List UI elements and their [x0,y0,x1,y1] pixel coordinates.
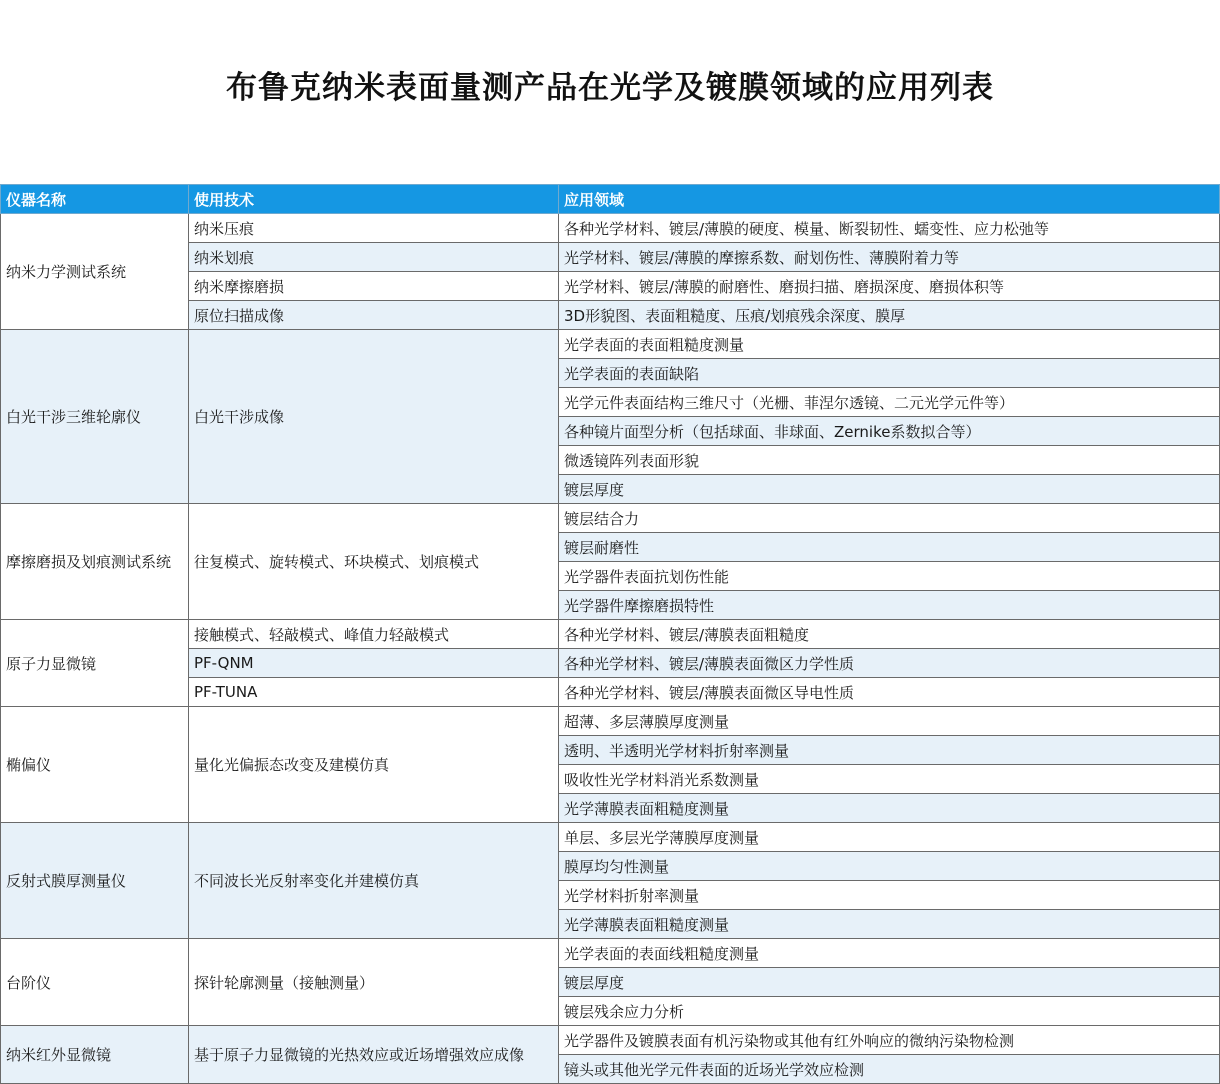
application-cell: 各种光学材料、镀层/薄膜表面粗糙度 [559,620,1220,649]
application-cell: 3D形貌图、表面粗糙度、压痕/划痕残余深度、膜厚 [559,301,1220,330]
application-cell: 光学元件表面结构三维尺寸（光栅、菲涅尔透镜、二元光学元件等） [559,388,1220,417]
application-cell: 光学表面的表面线粗糙度测量 [559,939,1220,968]
instrument-cell: 纳米红外显微镜 [1,1026,189,1084]
application-cell: 光学器件及镀膜表面有机污染物或其他有红外响应的微纳污染物检测 [559,1026,1220,1055]
technique-cell: 不同波长光反射率变化并建模仿真 [189,823,559,939]
application-cell: 光学材料、镀层/薄膜的耐磨性、磨损扫描、磨损深度、磨损体积等 [559,272,1220,301]
application-cell: 光学表面的表面粗糙度测量 [559,330,1220,359]
application-cell: 镀层耐磨性 [559,533,1220,562]
technique-cell: PF-QNM [189,649,559,678]
technique-cell: 纳米压痕 [189,214,559,243]
application-cell: 单层、多层光学薄膜厚度测量 [559,823,1220,852]
technique-cell: 探针轮廓测量（接触测量） [189,939,559,1026]
application-cell: 光学器件表面抗划伤性能 [559,562,1220,591]
application-cell: 微透镜阵列表面形貌 [559,446,1220,475]
application-cell: 镀层厚度 [559,968,1220,997]
table-row [1,330,1220,359]
application-table [0,184,1220,1084]
instrument-cell: 原子力显微镜 [1,620,189,707]
application-cell: 各种光学材料、镀层/薄膜的硬度、模量、断裂韧性、蠕变性、应力松弛等 [559,214,1220,243]
application-cell: 镀层残余应力分析 [559,997,1220,1026]
header-instrument: 仪器名称 [1,185,189,214]
technique-cell: PF-TUNA [189,678,559,707]
application-cell: 光学器件摩擦磨损特性 [559,591,1220,620]
application-cell: 镀层厚度 [559,475,1220,504]
instrument-cell: 摩擦磨损及划痕测试系统 [1,504,189,620]
table-row [1,707,1220,736]
application-cell: 光学薄膜表面粗糙度测量 [559,910,1220,939]
technique-cell: 基于原子力显微镜的光热效应或近场增强效应成像 [189,1026,559,1084]
table-row [1,939,1220,968]
table-row [1,1026,1220,1055]
instrument-cell: 反射式膜厚测量仪 [1,823,189,939]
table-row [1,214,1220,243]
instrument-cell: 白光干涉三维轮廓仪 [1,330,189,504]
page-title: 布鲁克纳米表面量测产品在光学及镀膜领域的应用列表 [226,70,994,106]
header-application: 应用领域 [559,185,1220,214]
application-cell: 各种光学材料、镀层/薄膜表面微区力学性质 [559,649,1220,678]
technique-cell: 白光干涉成像 [189,330,559,504]
table-row [1,504,1220,533]
instrument-cell: 纳米力学测试系统 [1,214,189,330]
table-header-row [1,185,1220,214]
instrument-cell: 椭偏仪 [1,707,189,823]
application-cell: 超薄、多层薄膜厚度测量 [559,707,1220,736]
table-row [1,823,1220,852]
technique-cell: 接触模式、轻敲模式、峰值力轻敲模式 [189,620,559,649]
application-cell: 光学薄膜表面粗糙度测量 [559,794,1220,823]
application-cell: 吸收性光学材料消光系数测量 [559,765,1220,794]
application-cell: 镀层结合力 [559,504,1220,533]
header-technique: 使用技术 [189,185,559,214]
application-cell: 光学材料、镀层/薄膜的摩擦系数、耐划伤性、薄膜附着力等 [559,243,1220,272]
table-row [1,620,1220,649]
application-cell: 光学材料折射率测量 [559,881,1220,910]
technique-cell: 往复模式、旋转模式、环块模式、划痕模式 [189,504,559,620]
technique-cell: 纳米划痕 [189,243,559,272]
application-cell: 镜头或其他光学元件表面的近场光学效应检测 [559,1055,1220,1084]
application-cell: 膜厚均匀性测量 [559,852,1220,881]
instrument-cell: 台阶仪 [1,939,189,1026]
technique-cell: 原位扫描成像 [189,301,559,330]
technique-cell: 量化光偏振态改变及建模仿真 [189,707,559,823]
technique-cell: 纳米摩擦磨损 [189,272,559,301]
application-cell: 光学表面的表面缺陷 [559,359,1220,388]
application-cell: 各种光学材料、镀层/薄膜表面微区导电性质 [559,678,1220,707]
application-cell: 各种镜片面型分析（包括球面、非球面、Zernike系数拟合等） [559,417,1220,446]
application-cell: 透明、半透明光学材料折射率测量 [559,736,1220,765]
table-body [1,214,1220,1084]
